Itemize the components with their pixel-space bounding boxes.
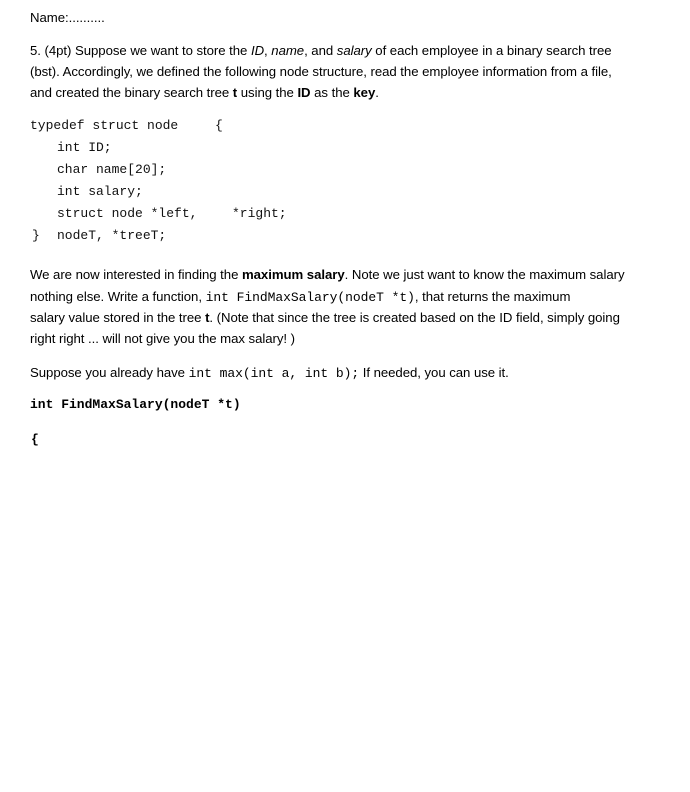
question-id-bold: ID [297,85,311,100]
paragraph-3-part-b: If needed, you can use it. [359,365,509,380]
paragraph-2-line-3 [30,309,620,327]
code-line-typedef: typedef struct node [30,118,179,133]
name-field-label: Name:.......... [30,10,105,25]
code-line-name: char name[20]; [57,162,167,177]
question-line-1 [30,42,612,60]
paragraph-2-line-2-part-a: nothing else. Write a function, [30,289,206,304]
code-line-left: struct node *left, [57,206,198,221]
question-line-2: (bst). Accordingly, we defined the following node structure, read the employee information from a file, [30,64,612,79]
question-line-3-part-c: as the [310,85,354,100]
paragraph-2-line-3-part-c: . (Note that since the tree is created based on the ID field, simply going [209,310,620,325]
question-name-term: name [271,43,305,58]
question-line-1-part-a: 5. (4pt) Suppose we want to store the [30,43,251,58]
question-line-3-part-b: using the [237,85,298,100]
tree-t-bold: t [205,310,210,325]
paragraph-2-line-1 [30,266,625,284]
paragraph-2-line-1-part-a: We are now interested in finding the [30,267,242,282]
paragraph-3 [30,364,509,383]
question-line-3 [30,84,379,102]
question-salary-term: salary [336,43,372,58]
code-line-right: *right; [232,206,287,221]
code-close-brace: } [32,228,40,243]
inline-function-signature: int FindMaxSalary(nodeT *t) [205,290,415,305]
paragraph-3-part-a: Suppose you already have [30,365,189,380]
code-line-id: int ID; [57,140,112,155]
maximum-salary-bold: maximum salary [241,267,345,282]
paragraph-2-line-2-part-c: , that returns the maximum [414,289,571,304]
question-line-3-part-a: and created the binary search tree [30,85,233,100]
code-line-salary: int salary; [57,184,143,199]
paragraph-2-line-4: right right ... will not give you the max salary! ) [30,331,295,346]
paragraph-2-line-1-part-c: . Note we just want to know the maximum salary [344,267,625,282]
code-open-brace: { [215,118,223,133]
paragraph-2-line-2 [30,288,570,307]
question-line-1-part-c: , and [304,43,337,58]
question-line-3-part-d: . [375,85,379,100]
question-id-term: ID [250,43,265,58]
inline-max-function: int max(int a, int b); [188,366,360,381]
question-key-bold: key [353,85,376,100]
paragraph-2-line-3-part-a: salary value stored in the tree [30,310,206,325]
code-line-typedefs: nodeT, *treeT; [57,228,167,243]
question-line-1-part-b: , [264,43,272,58]
answer-area[interactable] [30,455,660,775]
function-open-brace: { [31,432,39,447]
function-signature-heading: int FindMaxSalary(nodeT *t) [30,397,241,412]
question-line-1-part-d: of each employee in a binary search tree [371,43,612,58]
question-tree-t: t [232,85,238,100]
